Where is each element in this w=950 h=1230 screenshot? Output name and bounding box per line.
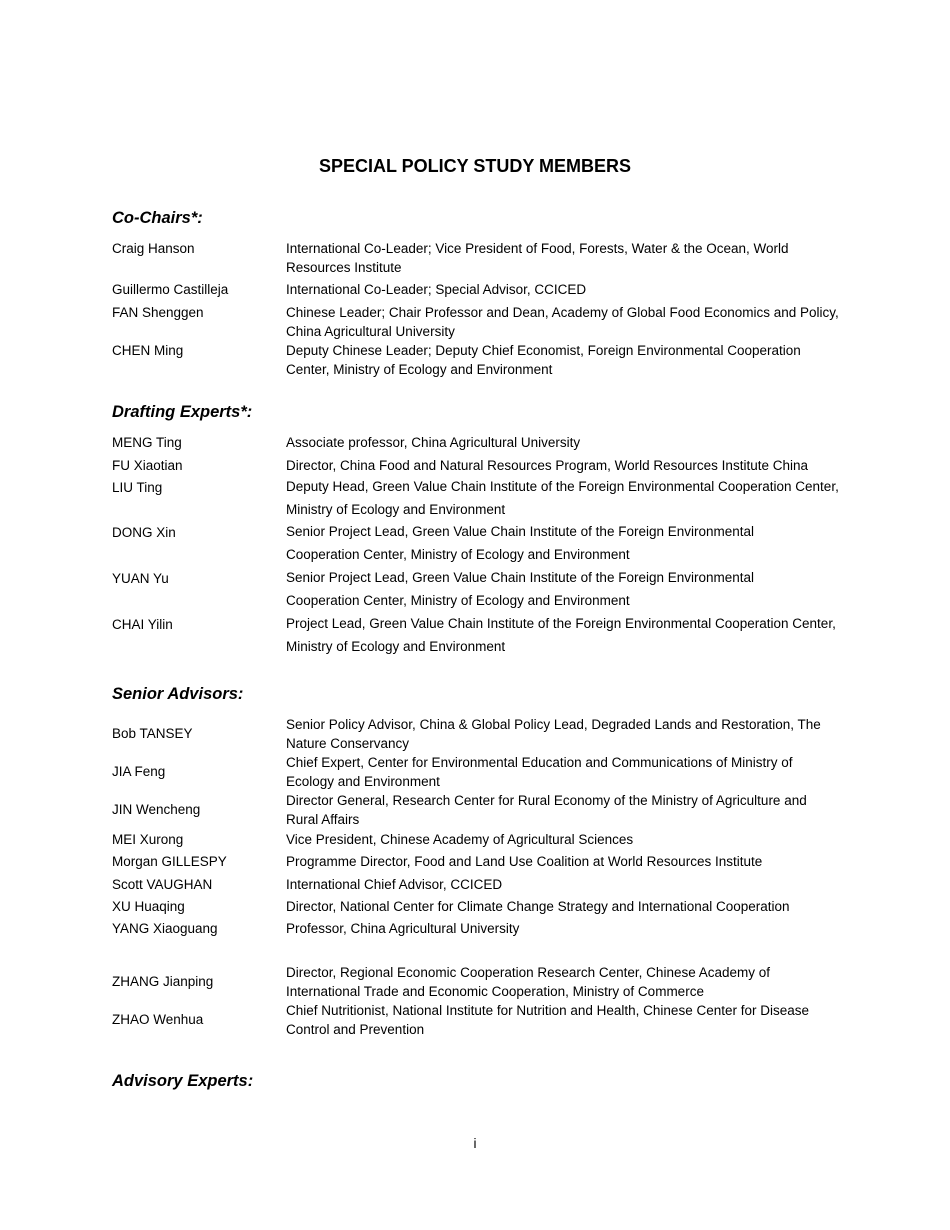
- section-heading-co-chairs: Co-Chairs*:: [112, 209, 203, 227]
- member-name: Craig Hanson: [112, 241, 195, 256]
- member-name: LIU Ting: [112, 480, 163, 495]
- member-name: Guillermo Castilleja: [112, 282, 229, 297]
- member-role: Professor, China Agricultural University: [286, 921, 520, 936]
- member-name: MENG Ting: [112, 435, 182, 450]
- member-name: MEI Xurong: [112, 832, 184, 847]
- member-name: XU Huaqing: [112, 899, 185, 914]
- member-name: FU Xiaotian: [112, 458, 183, 473]
- member-role: Vice President, Chinese Academy of Agricultural Sciences: [286, 832, 634, 847]
- member-role: Chief Expert, Center for Environmental Education and Communications of Ministry of Ecology and Environment: [286, 755, 793, 789]
- member-name: YANG Xiaoguang: [112, 921, 218, 936]
- member-name: ZHANG Jianping: [112, 974, 214, 989]
- member-name: JIA Feng: [112, 764, 166, 779]
- member-name: Bob TANSEY: [112, 726, 193, 741]
- member-name: DONG Xin: [112, 525, 176, 540]
- page-title: SPECIAL POLICY STUDY MEMBERS: [318, 156, 632, 176]
- section-heading-senior-advisors: Senior Advisors:: [112, 685, 244, 703]
- member-role: Director, China Food and Natural Resources Program, World Resources Institute China: [286, 458, 808, 473]
- member-role: Senior Project Lead, Green Value Chain Institute of the Foreign Environmental Cooperation Center, Ministry of Ecology and Environment: [286, 570, 755, 608]
- page-number: i: [473, 1136, 477, 1151]
- member-role: Chief Nutritionist, National Institute for Nutrition and Health, Chinese Center for Disease Control and Prevention: [286, 1003, 809, 1037]
- member-role: Deputy Chinese Leader; Deputy Chief Economist, Foreign Environmental Cooperation Center, Ministry of Ecology and Environment: [286, 343, 801, 377]
- member-role: Director General, Research Center for Rural Economy of the Ministry of Agriculture and Rural Affairs: [286, 793, 807, 827]
- member-role: Programme Director, Food and Land Use Coalition at World Resources Institute: [286, 854, 763, 869]
- member-role: Chinese Leader; Chair Professor and Dean, Academy of Global Food Economics and Policy, China Agricultural University: [286, 305, 839, 339]
- member-role: International Co-Leader; Special Advisor, CCICED: [286, 282, 587, 297]
- member-name: CHEN Ming: [112, 343, 184, 358]
- section-heading-drafting-experts: Drafting Experts*:: [112, 403, 253, 421]
- member-name: Scott VAUGHAN: [112, 877, 213, 892]
- section-heading-advisory-experts: Advisory Experts:: [112, 1072, 254, 1090]
- member-name: JIN Wencheng: [112, 802, 201, 817]
- member-name: ZHAO Wenhua: [112, 1012, 204, 1027]
- member-role: Director, Regional Economic Cooperation Research Center, Chinese Academy of International Trade and Economic Cooperation, Ministry of Commerce: [286, 965, 771, 999]
- member-name: Morgan GILLESPY: [112, 854, 227, 869]
- member-role: Deputy Head, Green Value Chain Institute of the Foreign Environmental Cooperation Center, Ministry of Ecology and Environment: [286, 479, 839, 517]
- member-role: Director, National Center for Climate Change Strategy and International Cooperation: [286, 899, 790, 914]
- member-role: International Chief Advisor, CCICED: [286, 877, 503, 892]
- member-role: Project Lead, Green Value Chain Institute of the Foreign Environmental Cooperation Center, Ministry of Ecology and Environment: [286, 616, 836, 654]
- member-name: CHAI Yilin: [112, 617, 173, 632]
- member-name: YUAN Yu: [112, 571, 169, 586]
- member-role: Senior Policy Advisor, China & Global Policy Lead, Degraded Lands and Restoration, The Nature Conservancy: [286, 717, 821, 751]
- member-role: International Co-Leader; Vice President of Food, Forests, Water & the Ocean, World Resources Institute: [286, 241, 789, 275]
- member-role: Associate professor, China Agricultural University: [286, 435, 581, 450]
- member-role: Senior Project Lead, Green Value Chain Institute of the Foreign Environmental Cooperation Center, Ministry of Ecology and Environment: [286, 524, 755, 562]
- member-name: FAN Shenggen: [112, 305, 204, 320]
